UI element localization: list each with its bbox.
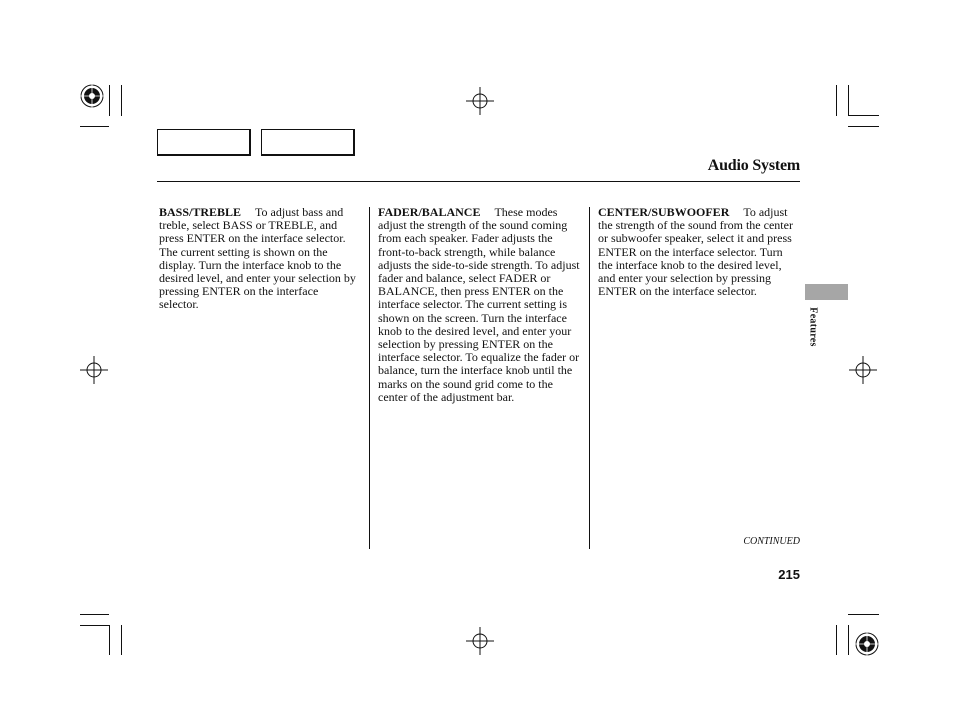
column-divider: [589, 207, 590, 549]
registration-target-icon: [853, 630, 881, 658]
crosshair-icon: [466, 627, 494, 655]
crop-mark: [848, 85, 849, 116]
crop-mark: [848, 614, 879, 615]
crop-mark: [80, 614, 109, 615]
page-title: Audio System: [707, 157, 800, 174]
section-tab-label: Features: [807, 307, 819, 347]
term-heading: BASS/TREBLE: [159, 205, 242, 219]
paragraph-text: To adjust the strength of the sound from the center or subwoofer speaker, select it and press ENTER on the interface selector. Turn the interface knob to the desired level, and enter your selection by pressing ENTER on the interface selector.: [598, 205, 793, 299]
paragraph-text: To adjust bass and treble, select BASS or TREBLE, and press ENTER on the interface selector. The current setting is shown on the display. Turn the interface knob to the desired level, and enter your selection by pressing ENTER on the interface selector.: [159, 205, 356, 312]
crop-mark: [109, 625, 110, 655]
term-heading: CENTER/SUBWOOFER: [598, 205, 730, 219]
paragraph-text: These modes adjust the strength of the sound coming from each speaker. Fader adjusts the front-to-back strength, while balance adjusts the side-to-side strength. To adjust fader and balance, select FADER or BALANCE, then press ENTER on the interface selector. The current setting is shown on the screen. Turn the interface knob to the desired level, and enter your selection by pressing ENTER on the interface selector. To equalize the fader or balance, turn the interface knob until the marks on the sound grid come to the center of the adjustment bar.: [378, 205, 580, 404]
crop-mark: [836, 625, 837, 655]
section-tab[interactable]: [805, 284, 848, 300]
crop-mark: [80, 126, 109, 127]
crop-mark: [848, 126, 879, 127]
registration-target-icon: [78, 82, 106, 110]
text-column-fader-balance: [378, 206, 581, 404]
crosshair-icon: [466, 87, 494, 115]
crop-mark: [848, 625, 849, 655]
crosshair-icon: [80, 356, 108, 384]
text-column-center-subwoofer: [598, 206, 798, 298]
term-heading: FADER/BALANCE: [378, 205, 481, 219]
crop-mark: [80, 625, 109, 626]
crop-mark: [121, 625, 122, 655]
crop-mark: [121, 85, 122, 116]
title-divider: [157, 181, 800, 182]
column-divider: [369, 207, 370, 549]
nav-button-next[interactable]: [261, 129, 355, 156]
text-column-bass-treble: [159, 206, 359, 312]
crop-mark: [109, 85, 110, 116]
nav-button-previous[interactable]: [157, 129, 251, 156]
page-number: 215: [778, 567, 800, 582]
crosshair-icon: [849, 356, 877, 384]
crop-mark: [836, 85, 837, 116]
crop-mark: [848, 115, 879, 116]
continued-label: CONTINUED: [743, 536, 800, 547]
